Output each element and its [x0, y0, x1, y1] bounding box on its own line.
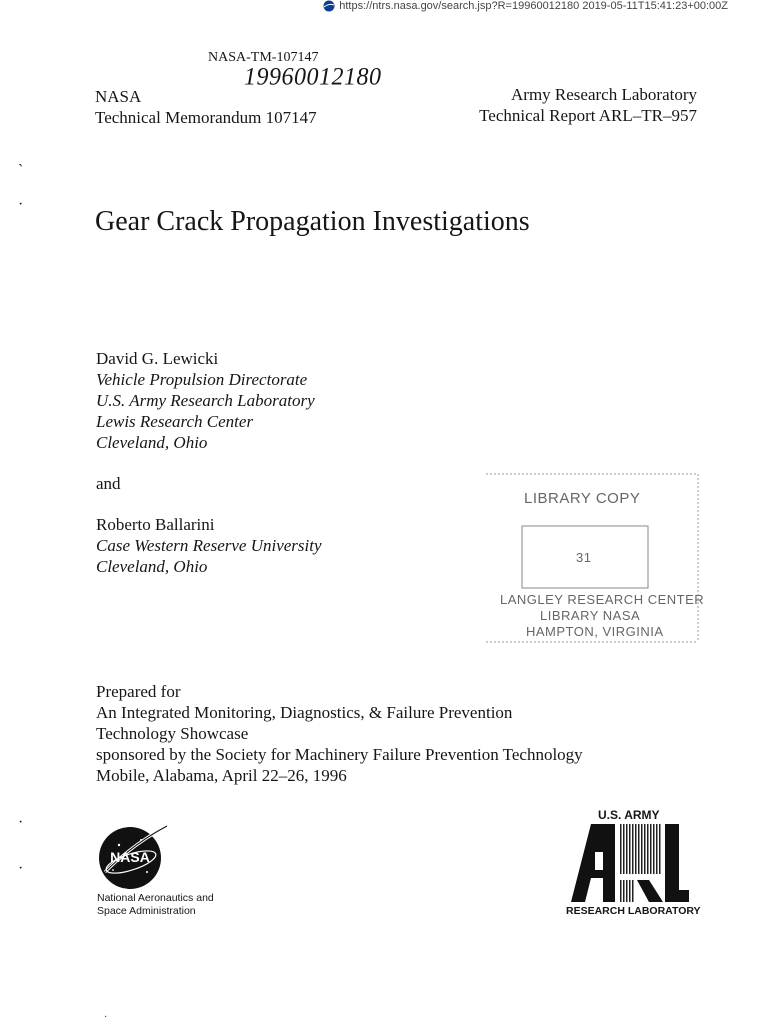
author2-block: [96, 514, 322, 577]
source-url-line: [323, 0, 728, 12]
nasa-meatball-icon: [323, 0, 335, 12]
arl-org: Army Research Laboratory: [511, 85, 697, 104]
nasa-doc-number: Technical Memorandum 107147: [95, 108, 317, 127]
library-stamp: [486, 470, 705, 646]
prepared-for-block: [96, 681, 583, 786]
nasa-org: NASA: [95, 87, 142, 106]
margin-mark: ·: [18, 860, 24, 877]
author2-affiliation: Case Western Reserve University: [96, 536, 322, 555]
nasa-logo-icon: [97, 820, 169, 892]
source-url-text: https://ntrs.nasa.gov/search.jsp?R=19960012180 2019-05-11T15:41:23+00:00Z: [339, 0, 728, 12]
author1-affiliation: Lewis Research Center: [96, 412, 254, 431]
nasa-caption: [97, 892, 214, 918]
author1-affiliation: Vehicle Propulsion Directorate: [96, 370, 308, 389]
author2-name: Roberto Ballarini: [96, 515, 215, 534]
arl-bottom-label: RESEARCH LABORATORY: [566, 905, 701, 917]
and-separator: and: [96, 474, 121, 493]
stamp-line-5: HAMPTON, VIRGINIA: [526, 624, 664, 639]
author1-name: David G. Lewicki: [96, 349, 219, 368]
margin-mark: ˎ: [18, 150, 24, 167]
stamp-line-4: LIBRARY NASA: [540, 608, 641, 623]
margin-mark: ·: [18, 196, 24, 213]
stamp-line-3: LANGLEY RESEARCH CENTER: [500, 592, 705, 607]
nasa-logo-text: NASA: [110, 849, 150, 865]
prepared-line: Technology Showcase: [96, 724, 249, 743]
margin-mark: ·: [18, 814, 24, 831]
prepared-line: Prepared for: [96, 682, 181, 701]
author1-block: [96, 348, 315, 453]
arl-logo-icon: [569, 822, 691, 904]
prepared-line: Mobile, Alabama, April 22–26, 1996: [96, 766, 347, 785]
tm-number: NASA-TM-107147: [208, 50, 319, 65]
arl-header: [479, 84, 697, 126]
page-speck: ·: [104, 1012, 108, 1023]
stamp-date: 31: [576, 550, 592, 565]
arl-top-label: U.S. ARMY: [598, 808, 660, 822]
nasa-caption-line: National Aeronautics and: [97, 892, 214, 904]
author2-affiliation: Cleveland, Ohio: [96, 557, 208, 576]
author1-affiliation: U.S. Army Research Laboratory: [96, 391, 315, 410]
nasa-header: [95, 86, 317, 128]
prepared-line: An Integrated Monitoring, Diagnostics, & Failure Prevention: [96, 703, 513, 722]
prepared-line: sponsored by the Society for Machinery Failure Prevention Technology: [96, 745, 583, 764]
author1-affiliation: Cleveland, Ohio: [96, 433, 208, 452]
arl-doc-number: Technical Report ARL–TR–957: [479, 106, 697, 125]
nasa-caption-line: Space Administration: [97, 905, 196, 917]
stamp-line-1: LIBRARY COPY: [524, 490, 641, 507]
document-title: Gear Crack Propagation Investigations: [95, 206, 530, 237]
handwritten-accession-number: 19960012180: [244, 63, 382, 91]
